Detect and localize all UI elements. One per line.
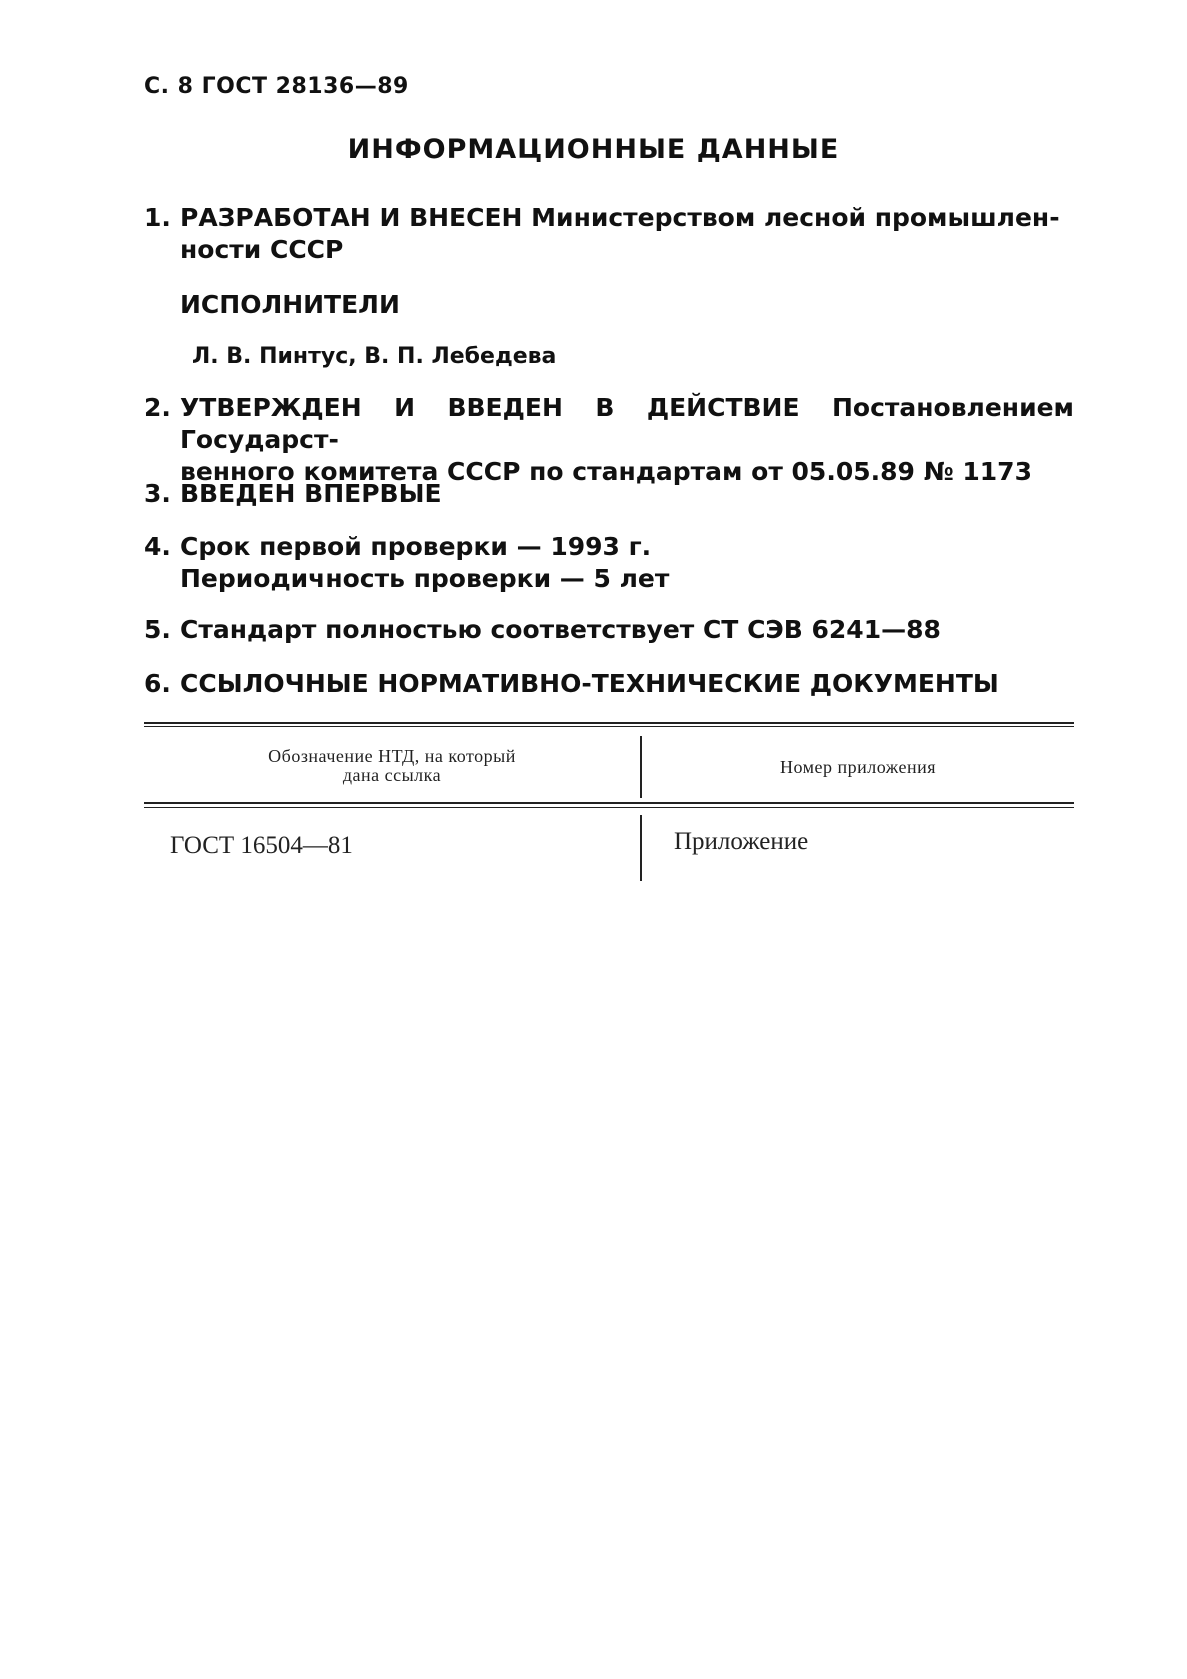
- table-header-line: дана ссылка: [342, 765, 442, 785]
- performers-heading: ИСПОЛНИТЕЛИ: [180, 290, 400, 319]
- section-1: [144, 202, 1074, 266]
- section-3: [144, 478, 1074, 510]
- section-2: [144, 392, 1074, 488]
- section-text-line: УТВЕРЖДЕН И ВВЕДЕН В ДЕЙСТВИЕ Постановлением Государст-: [180, 393, 1074, 454]
- section-4: [144, 531, 1074, 595]
- table-header-designation: [144, 747, 640, 785]
- table-column-divider: [640, 815, 642, 881]
- table-cell-designation: ГОСТ 16504—81: [170, 832, 353, 859]
- table-cell-appendix: Приложение: [674, 828, 809, 855]
- section-number: 6.: [144, 669, 171, 698]
- section-number: 5.: [144, 615, 171, 644]
- section-number: 3.: [144, 479, 171, 508]
- document-title: ИНФОРМАЦИОННЫЕ ДАННЫЕ: [347, 134, 840, 165]
- section-number: 2.: [144, 393, 171, 422]
- section-number: 1.: [144, 203, 171, 232]
- section-6: [144, 668, 1074, 700]
- page-header: С. 8 ГОСТ 28136—89: [144, 74, 409, 99]
- section-5: [144, 614, 1074, 646]
- table-header-rule: [144, 807, 1074, 808]
- section-text-line: Срок первой проверки — 1993 г.: [180, 532, 652, 561]
- section-text-line: ности СССР: [180, 235, 344, 264]
- section-text-line: Периодичность проверки — 5 лет: [180, 564, 670, 593]
- section-text-line: венного комитета СССР по стандартам от 05.05.89 № 1173: [180, 457, 1032, 486]
- reference-table: [144, 722, 1074, 882]
- table-top-rule: [144, 722, 1074, 724]
- section-text-line: РАЗРАБОТАН И ВНЕСЕН Министерством лесной промышлен-: [180, 203, 1060, 232]
- performers-names: Л. В. Пинтус, В. П. Лебедева: [192, 344, 557, 369]
- table-header-rule: [144, 802, 1074, 804]
- section-text-line: ВВЕДЕН ВПЕРВЫЕ: [180, 479, 442, 508]
- table-header-line: Обозначение НТД, на который: [268, 746, 516, 766]
- table-header-appendix: Номер приложения: [779, 757, 937, 777]
- section-number: 4.: [144, 532, 171, 561]
- section-text-line: ССЫЛОЧНЫЕ НОРМАТИВНО-ТЕХНИЧЕСКИЕ ДОКУМЕНТЫ: [180, 669, 999, 698]
- table-top-rule: [144, 726, 1074, 727]
- section-text-line: Стандарт полностью соответствует СТ СЭВ 6241—88: [180, 615, 941, 644]
